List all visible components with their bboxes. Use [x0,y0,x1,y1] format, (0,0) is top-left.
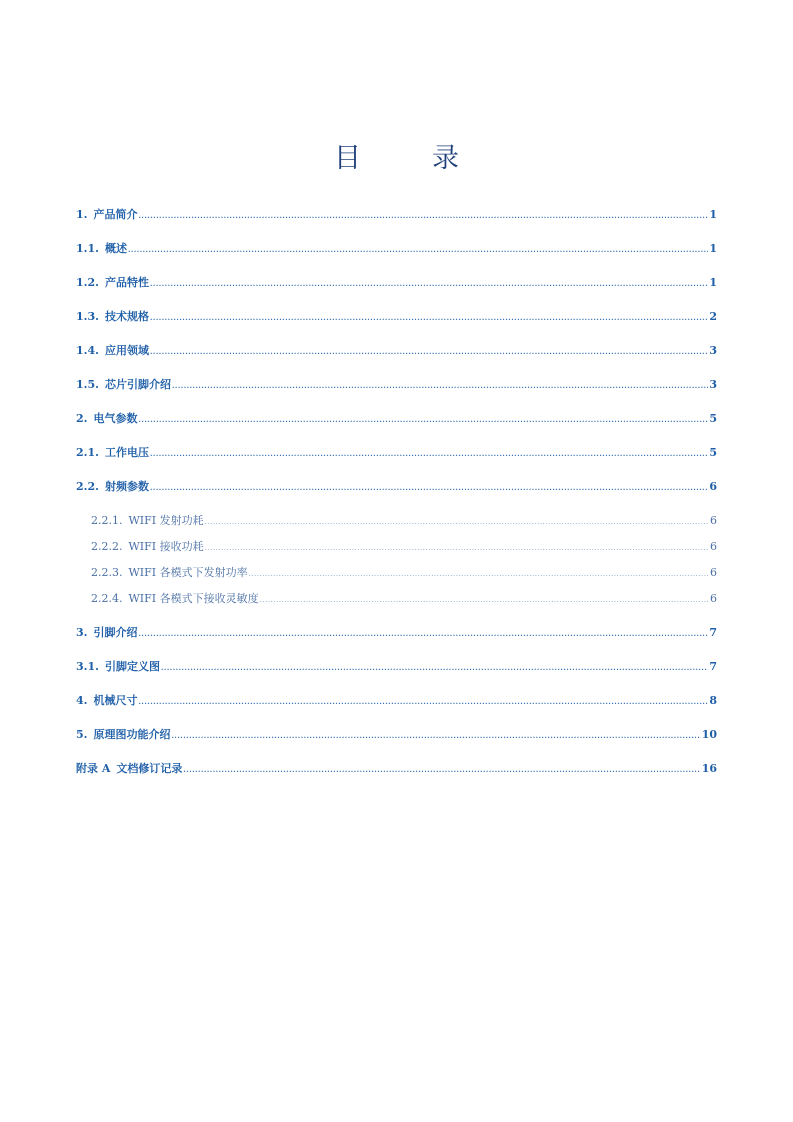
toc-entry-number: 1.3. [76,310,99,323]
toc-dot-leader [249,570,709,578]
toc-entry-page: 5 [709,446,717,459]
toc-entry-title: 文档修订记录 [116,762,183,775]
toc-entry-number: 3. [76,626,88,639]
toc-dot-leader [171,731,700,740]
toc-entry-title: WIFI 发射功耗 [128,514,204,527]
toc-entry-number: 1.1. [76,242,99,255]
toc-entry-title: 工作电压 [104,446,149,459]
toc-entry-title: 应用领域 [104,344,149,357]
toc-entry-number: 1.5. [76,378,99,391]
toc-dot-leader [260,596,709,604]
toc-entry[interactable] [76,274,717,308]
toc-entry-page: 6 [710,514,717,527]
toc-entry-page: 8 [709,694,717,707]
toc-entry-page: 3 [709,378,717,391]
toc-entry-page: 2 [709,310,717,323]
toc-entry-title: 引脚定义图 [104,660,160,673]
toc-entry-number: 2.1. [76,446,99,459]
toc-entry-page: 16 [701,762,717,775]
toc-entry-title: 机械尺寸 [93,694,138,707]
toc-entry-page: 6 [710,540,717,553]
toc-entry[interactable] [76,478,717,512]
toc-entry[interactable] [76,760,717,794]
toc-subentry[interactable] [76,538,717,564]
toc-entry-number: 4. [76,694,88,707]
toc-entry-title: WIFI 各模式下发射功率 [128,566,248,579]
toc-dot-leader [205,518,709,526]
toc-dot-leader [183,765,700,774]
toc-dot-leader [138,211,708,220]
toc-dot-leader [138,697,708,706]
toc-entry[interactable] [76,308,717,342]
toc-entry-title: 射频参数 [104,480,149,493]
toc-entry-page: 1 [709,276,717,289]
toc-entry-page: 7 [709,660,717,673]
toc-entry-page: 6 [709,480,717,493]
toc-dot-leader [150,483,708,492]
toc-dot-leader [138,629,708,638]
toc-entry[interactable] [76,206,717,240]
toc-dot-leader [172,381,708,390]
toc-entry-title: 电气参数 [93,412,138,425]
toc-entry-number: 1.2. [76,276,99,289]
table-of-contents [76,206,717,794]
toc-entry-title: WIFI 各模式下接收灵敏度 [128,592,259,605]
toc-entry[interactable] [76,444,717,478]
toc-entry-number: 2.2.1. [91,514,123,527]
toc-entry-title: 技术规格 [104,310,149,323]
toc-entry[interactable] [76,624,717,658]
toc-entry[interactable] [76,726,717,760]
toc-dot-leader [138,415,708,424]
toc-entry[interactable] [76,342,717,376]
toc-entry-page: 10 [701,728,717,741]
toc-entry-page: 6 [710,566,717,579]
toc-entry-number: 2. [76,412,88,425]
toc-title: 目 录 [334,143,481,174]
toc-subentry[interactable] [76,512,717,538]
toc-entry[interactable] [76,658,717,692]
toc-dot-leader [150,449,708,458]
toc-entry-page: 6 [710,592,717,605]
toc-entry-number: 2.2. [76,480,99,493]
toc-entry-title: WIFI 接收功耗 [128,540,204,553]
toc-entry-title: 芯片引脚介绍 [104,378,171,391]
toc-entry-number: 2.2.3. [91,566,123,579]
toc-subentry[interactable] [76,590,717,616]
toc-entry[interactable] [76,376,717,410]
toc-dot-leader [205,544,709,552]
toc-entry-number: 1.4. [76,344,99,357]
toc-entry-page: 1 [709,208,717,221]
toc-dot-leader [150,313,708,322]
toc-entry-number: 2.2.2. [91,540,123,553]
toc-entry[interactable] [76,410,717,444]
toc-dot-leader [161,663,708,672]
toc-entry[interactable] [76,692,717,726]
toc-entry-number: 附录 A [76,762,111,775]
toc-entry-title: 原理图功能介绍 [93,728,171,741]
toc-entry-title: 产品简介 [93,208,138,221]
toc-dot-leader [128,245,708,254]
toc-entry-page: 1 [709,242,717,255]
toc-entry-number: 2.2.4. [91,592,123,605]
toc-subentry[interactable] [76,564,717,590]
toc-entry-page: 5 [709,412,717,425]
toc-entry-title: 引脚介绍 [93,626,138,639]
toc-entry-page: 3 [709,344,717,357]
toc-entry-title: 概述 [104,242,127,255]
toc-entry[interactable] [76,240,717,274]
toc-dot-leader [150,347,708,356]
toc-entry-number: 1. [76,208,88,221]
toc-entry-page: 7 [709,626,717,639]
toc-entry-number: 3.1. [76,660,99,673]
toc-entry-number: 5. [76,728,88,741]
toc-dot-leader [150,279,708,288]
toc-entry-title: 产品特性 [104,276,149,289]
